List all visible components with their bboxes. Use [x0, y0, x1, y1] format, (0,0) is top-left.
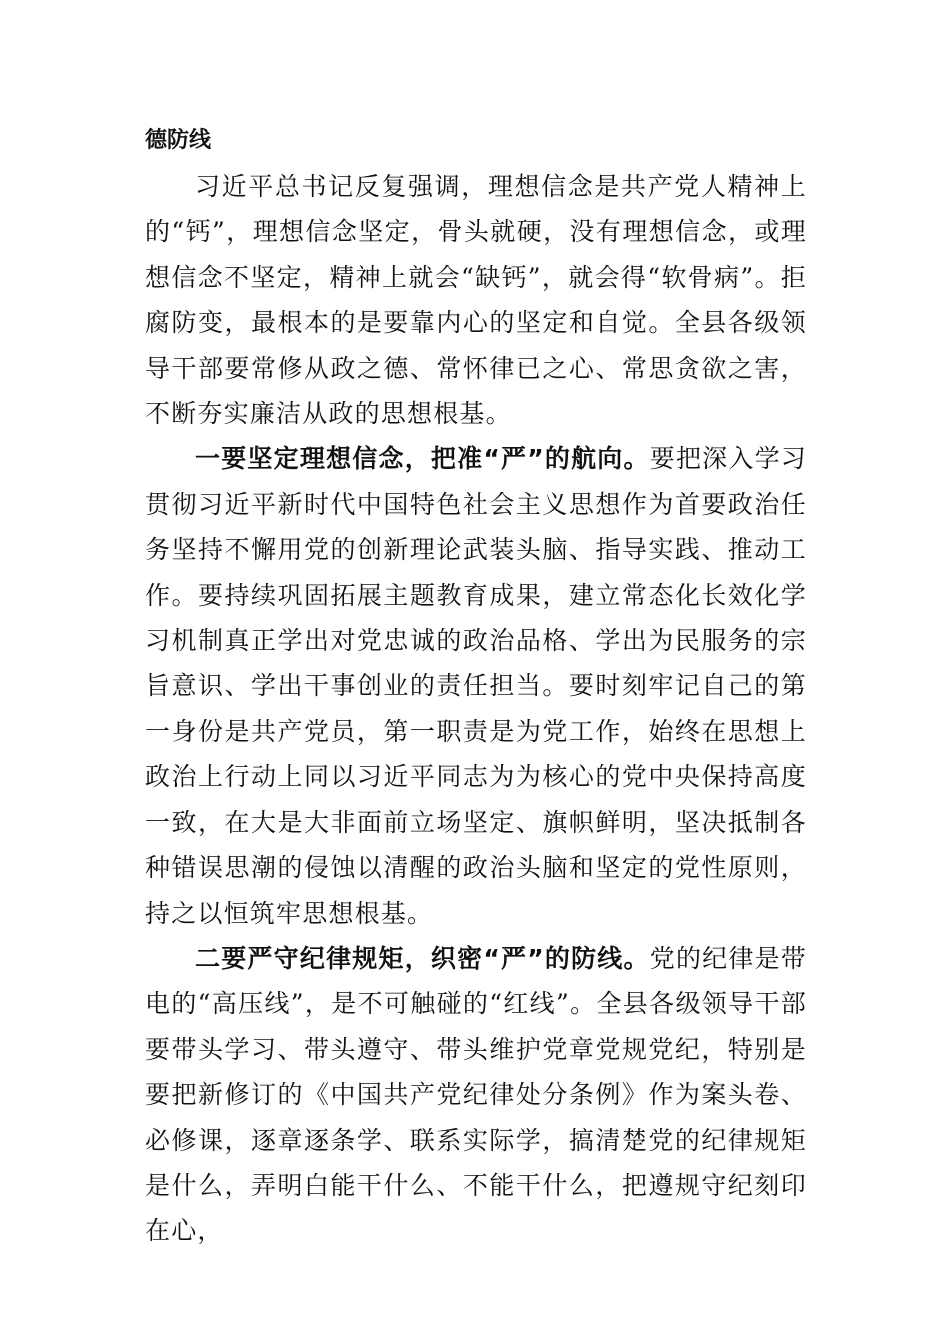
paragraph-intro: [145, 164, 807, 436]
section-heading-fragment: 德防线: [145, 128, 212, 153]
paragraph-lead: 一要坚定理想信念，把准“严”的航向。: [195, 444, 650, 474]
paragraph-lead: 二要严守纪律规矩，织密“严”的防线。: [195, 943, 650, 973]
document-page: [145, 118, 807, 1254]
paragraph-body: 要把深入学习贯彻习近平新时代中国特色社会主义思想作为首要政治任务坚持不懈用党的创新理论武装头脑、指导实践、推动工作。要持续巩固拓展主题教育成果，建立常态化长效化学习机制真正学出对党忠诚的政治品格、学出为民服务的宗旨意识、学出干事创业的责任担当。要时刻牢记自己的第一身份是共产党员，第一职责是为党工作，始终在思想上政治上行动上同以习近平同志为为核心的党中央保持高度一致，在大是大非面前立场坚定、旗帜鲜明，坚决抵制各种错误思潮的侵蚀以清醒的政治头脑和坚定的党性原则，持之以恒筑牢思想根基。: [145, 444, 808, 928]
paragraph-point-two: [145, 936, 807, 1254]
paragraph-body: 习近平总书记反复强调，理想信念是共产党人精神上的“钙”，理想信念坚定，骨头就硬，没有理想信念，或理想信念不坚定，精神上就会“缺钙”，就会得“软骨病”。拒腐防变，最根本的是要靠内心的坚定和自觉。全县各级领导干部要常修从政之德、常怀律已之心、常思贪欲之害，不断夯实廉洁从政的思想根基。: [145, 172, 807, 429]
paragraph-body: 党的纪律是带电的“高压线”，是不可触碰的“红线”。全县各级领导干部要带头学习、带头遵守、带头维护党章党规党纪，特别是要把新修订的《中国共产党纪律处分条例》作为案头卷、必修课，逐章逐条学、联系实际学，搞清楚党的纪律规矩是什么，弄明白能干什么、不能干什么，把遵规守纪刻印在心，: [145, 943, 808, 1246]
paragraph-point-one: [145, 436, 807, 935]
